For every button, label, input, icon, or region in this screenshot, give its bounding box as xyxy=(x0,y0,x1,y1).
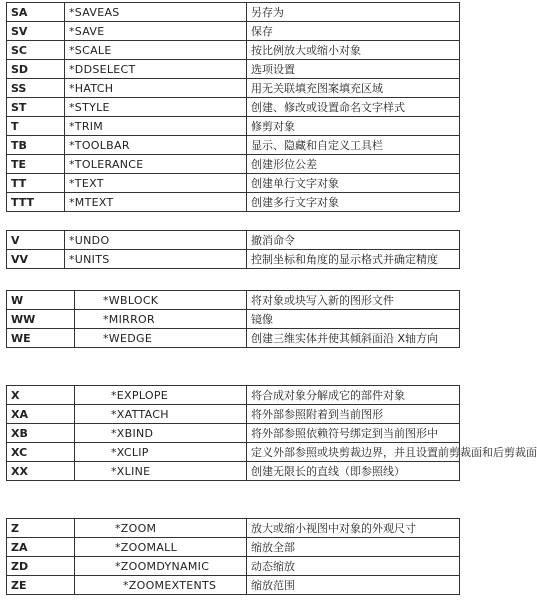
command-name: *ZOOM xyxy=(75,519,247,538)
table-row xyxy=(7,3,460,22)
table-row xyxy=(7,250,460,269)
command-name: *STYLE xyxy=(65,98,247,117)
command-description: 用无关联填充图案填充区域 xyxy=(247,79,460,98)
shortcut-key: SA xyxy=(7,3,65,22)
table-row xyxy=(7,193,460,212)
shortcut-key: WE xyxy=(7,329,75,348)
shortcut-key: ZD xyxy=(7,557,75,576)
command-description: 定义外部参照或块剪裁边界，并且设置前剪裁面和后剪裁面 xyxy=(247,443,460,462)
shortcut-key: SV xyxy=(7,22,65,41)
command-name: *XCLIP xyxy=(75,443,247,462)
command-description: 创建三维实体并使其倾斜面沿 X轴方向 xyxy=(247,329,460,348)
table-row xyxy=(7,462,460,481)
command-description: 镜像 xyxy=(247,310,460,329)
command-description: 撤消命令 xyxy=(247,231,460,250)
command-description: 按比例放大或缩小对象 xyxy=(247,41,460,60)
shortcut-key: SS xyxy=(7,79,65,98)
shortcut-key: SC xyxy=(7,41,65,60)
command-description: 将合成对象分解成它的部件对象 xyxy=(247,386,460,405)
shortcut-key: SD xyxy=(7,60,65,79)
shortcut-key: XX xyxy=(7,462,75,481)
command-name: *UNITS xyxy=(65,250,247,269)
table-row xyxy=(7,155,460,174)
table-row xyxy=(7,22,460,41)
command-description: 保存 xyxy=(247,22,460,41)
command-name: *TOOLBAR xyxy=(65,136,247,155)
table-row xyxy=(7,386,460,405)
table-row xyxy=(7,291,460,310)
command-name: *ZOOMEXTENTS xyxy=(75,576,247,595)
table-row xyxy=(7,519,460,538)
command-name: *XLINE xyxy=(75,462,247,481)
command-name: *XBIND xyxy=(75,424,247,443)
shortcut-key: WW xyxy=(7,310,75,329)
table-row xyxy=(7,443,460,462)
table-row xyxy=(7,41,460,60)
table-row xyxy=(7,60,460,79)
command-description: 创建单行文字对象 xyxy=(247,174,460,193)
command-name: *TEXT xyxy=(65,174,247,193)
shortcut-key: XC xyxy=(7,443,75,462)
command-description: 控制坐标和角度的显示格式并确定精度 xyxy=(247,250,460,269)
table-row xyxy=(7,557,460,576)
shortcut-key: ST xyxy=(7,98,65,117)
command-name: *TRIM xyxy=(65,117,247,136)
command-description: 显示、隐藏和自定义工具栏 xyxy=(247,136,460,155)
command-description: 创建、修改或设置命名文字样式 xyxy=(247,98,460,117)
command-description: 选项设置 xyxy=(247,60,460,79)
shortcut-table-z xyxy=(6,518,460,595)
shortcut-key: V xyxy=(7,231,65,250)
table-row xyxy=(7,405,460,424)
command-description: 创建多行文字对象 xyxy=(247,193,460,212)
table-row xyxy=(7,98,460,117)
command-description: 另存为 xyxy=(247,3,460,22)
command-name: *MTEXT xyxy=(65,193,247,212)
command-name: *WEDGE xyxy=(75,329,247,348)
command-name: *TOLERANCE xyxy=(65,155,247,174)
shortcut-key: Z xyxy=(7,519,75,538)
table-row xyxy=(7,310,460,329)
shortcut-key: W xyxy=(7,291,75,310)
command-description: 缩放全部 xyxy=(247,538,460,557)
table-row xyxy=(7,117,460,136)
command-description: 创建无限长的直线（即参照线） xyxy=(247,462,460,481)
shortcut-table-v xyxy=(6,230,460,269)
shortcut-table-s-t xyxy=(6,2,460,212)
command-name: *EXPLOPE xyxy=(75,386,247,405)
command-name: *MIRROR xyxy=(75,310,247,329)
command-name: *ZOOMDYNAMIC xyxy=(75,557,247,576)
shortcut-key: XB xyxy=(7,424,75,443)
table-row xyxy=(7,231,460,250)
command-description: 缩放范围 xyxy=(247,576,460,595)
shortcut-key: TB xyxy=(7,136,65,155)
table-row xyxy=(7,136,460,155)
shortcut-key: ZA xyxy=(7,538,75,557)
command-name: *DDSELECT xyxy=(65,60,247,79)
command-name: *SAVEAS xyxy=(65,3,247,22)
shortcut-key: TT xyxy=(7,174,65,193)
command-description: 将对象或块写入新的图形文件 xyxy=(247,291,460,310)
shortcut-key: T xyxy=(7,117,65,136)
command-description: 动态缩放 xyxy=(247,557,460,576)
table-row xyxy=(7,576,460,595)
command-description: 放大或缩小视图中对象的外观尺寸 xyxy=(247,519,460,538)
shortcut-table-x xyxy=(6,385,537,481)
command-name: *ZOOMALL xyxy=(75,538,247,557)
table-row xyxy=(7,329,460,348)
command-name: *UNDO xyxy=(65,231,247,250)
command-description: 将外部参照依赖符号绑定到当前图形中 xyxy=(247,424,460,443)
command-name: *SCALE xyxy=(65,41,247,60)
shortcut-key: X xyxy=(7,386,75,405)
shortcut-key: VV xyxy=(7,250,65,269)
command-name: *XATTACH xyxy=(75,405,247,424)
table-row xyxy=(7,174,460,193)
command-name: *HATCH xyxy=(65,79,247,98)
command-description: 修剪对象 xyxy=(247,117,460,136)
table-row xyxy=(7,538,460,557)
table-row xyxy=(7,424,460,443)
command-name: *WBLOCK xyxy=(75,291,247,310)
command-description: 创建形位公差 xyxy=(247,155,460,174)
shortcut-key: XA xyxy=(7,405,75,424)
shortcut-key: ZE xyxy=(7,576,75,595)
command-name: *SAVE xyxy=(65,22,247,41)
shortcut-table-w xyxy=(6,290,460,348)
shortcut-key: TE xyxy=(7,155,65,174)
table-row xyxy=(7,79,460,98)
command-description: 将外部参照附着到当前图形 xyxy=(247,405,460,424)
shortcut-key: TTT xyxy=(7,193,65,212)
